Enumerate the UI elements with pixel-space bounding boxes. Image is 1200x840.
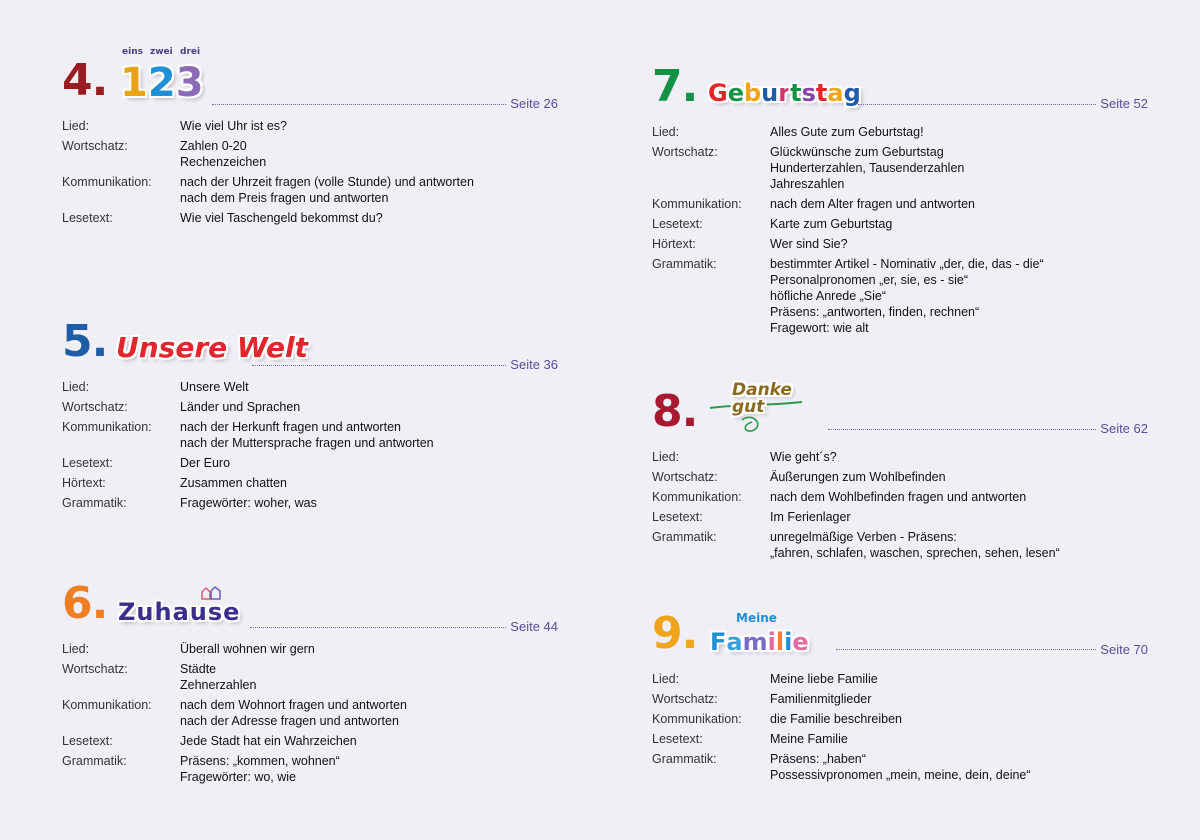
unit-number: 4. [62, 55, 108, 106]
row-value [180, 475, 558, 491]
unit-header [62, 316, 558, 372]
unit-header [62, 47, 558, 111]
value-line: Possessivpronomen „mein, meine, dein, deine“ [770, 768, 1031, 782]
value-line: Wie viel Taschengeld bekommst du? [180, 211, 383, 225]
row-label: Lied: [62, 119, 90, 133]
value-line: Städte [180, 662, 217, 676]
row-value [180, 210, 558, 226]
row-label: Lesetext: [652, 510, 703, 524]
unit-5 [62, 316, 558, 515]
page-reference[interactable]: Seite 44 [510, 619, 558, 634]
detail-row [62, 399, 558, 415]
value-line: unregelmäßige Verben - Präsens: [770, 530, 957, 544]
row-value [180, 753, 558, 785]
row-label: Grammatik: [62, 754, 127, 768]
unit-title-meine: Meine [736, 611, 777, 625]
unit-number: 7. [652, 61, 698, 112]
value-line: Zahlen 0-20 [180, 139, 247, 153]
detail-row [62, 475, 558, 491]
digit-3: 3 [175, 60, 204, 106]
row-label: Kommunikation: [652, 490, 742, 504]
value-line: höfliche Anrede „Sie“ [770, 289, 887, 303]
value-line: Fragewörter: wo, wie [180, 770, 297, 784]
row-value [770, 124, 1148, 140]
value-line: Äußerungen zum Wohlbefinden [770, 470, 946, 484]
detail-row [62, 174, 558, 206]
row-label: Kommunikation: [62, 420, 152, 434]
value-line: Wie geht´s? [770, 450, 837, 464]
value-line: Präsens: „kommen, wohnen“ [180, 754, 340, 768]
detail-row [652, 216, 1148, 232]
unit-9 [652, 606, 1148, 787]
detail-row [652, 196, 1148, 212]
row-label: Wortschatz: [652, 470, 718, 484]
value-line: Im Ferienlager [770, 510, 851, 524]
leader-dots [252, 365, 506, 366]
detail-row [62, 733, 558, 749]
unit-details [62, 641, 558, 785]
unit-title-text: Geburtstag [708, 79, 861, 107]
value-line: Jede Stadt hat ein Wahrzeichen [180, 734, 357, 748]
unit-7 [652, 55, 1148, 340]
row-label: Lesetext: [652, 217, 703, 231]
row-label: Hörtext: [652, 237, 696, 251]
detail-row [62, 379, 558, 395]
detail-row [652, 144, 1148, 192]
row-value [770, 751, 1148, 783]
value-line: Personalpronomen „er, sie, es - sie“ [770, 273, 969, 287]
row-label: Lesetext: [652, 732, 703, 746]
row-label: Wortschatz: [652, 692, 718, 706]
row-value [770, 671, 1148, 687]
row-value [180, 697, 558, 729]
title-sub-drei: drei [180, 47, 201, 57]
leader-dots [212, 104, 506, 105]
title-reference-hidden [652, 606, 653, 607]
value-line: Karte zum Geburtstag [770, 217, 893, 231]
row-value [770, 144, 1148, 192]
unit-title-zuhause [118, 600, 240, 624]
unit-title-geburtstag [708, 81, 861, 105]
value-line: Unsere Welt [180, 380, 249, 394]
row-value [180, 495, 558, 511]
unit-title-danke-gut [732, 382, 812, 436]
value-line: Zusammen chatten [180, 476, 287, 490]
row-value [770, 731, 1148, 747]
detail-row [652, 509, 1148, 525]
unit-4 [62, 47, 558, 230]
unit-8 [652, 380, 1148, 565]
detail-row [652, 236, 1148, 252]
value-line: nach dem Preis fragen und antworten [180, 191, 389, 205]
detail-row [652, 124, 1148, 140]
row-value [180, 379, 558, 395]
value-line: Fragewörter: woher, was [180, 496, 317, 510]
value-line: Wie viel Uhr ist es? [180, 119, 287, 133]
value-line: Präsens: „haben“ [770, 752, 866, 766]
unit-title-text: Zuhause [118, 598, 241, 626]
row-label: Lied: [62, 642, 90, 656]
unit-number: 9. [652, 608, 698, 659]
leader-dots [250, 627, 506, 628]
row-value [770, 449, 1148, 465]
row-value [770, 236, 1148, 252]
row-value [770, 691, 1148, 707]
unit-details [62, 379, 558, 511]
row-label: Wortschatz: [62, 400, 128, 414]
row-value [770, 509, 1148, 525]
row-value [180, 419, 558, 451]
value-line: nach dem Wohnort fragen und antworten [180, 698, 407, 712]
row-value [180, 661, 558, 693]
row-value [180, 118, 558, 134]
page-reference[interactable]: Seite 26 [510, 96, 558, 111]
row-value [770, 196, 1148, 212]
title-sub-zwei: zwei [150, 47, 173, 57]
value-line: Wer sind Sie? [770, 237, 848, 251]
row-label: Lied: [652, 672, 680, 686]
value-line: Überall wohnen wir gern [180, 642, 315, 656]
row-label: Hörtext: [62, 476, 106, 490]
leader-dots [828, 429, 1096, 430]
row-label: Wortschatz: [62, 139, 128, 153]
detail-row [652, 469, 1148, 485]
detail-row [652, 671, 1148, 687]
detail-row [62, 697, 558, 729]
row-value [180, 174, 558, 206]
row-label: Lesetext: [62, 456, 113, 470]
detail-row [62, 455, 558, 471]
unit-title-text: Danke gut [732, 380, 792, 417]
row-label: Lied: [62, 380, 90, 394]
value-line: Alles Gute zum Geburtstag! [770, 125, 924, 139]
row-label: Wortschatz: [652, 145, 718, 159]
row-label: Grammatik: [62, 496, 127, 510]
unit-details [652, 671, 1148, 783]
row-value [180, 641, 558, 657]
unit-title-text: Unsere Welt [116, 331, 308, 364]
value-line: Familienmitglieder [770, 692, 872, 706]
unit-header [652, 55, 1148, 111]
detail-row [652, 489, 1148, 505]
value-line: nach der Herkunft fragen und antworten [180, 420, 401, 434]
detail-row [652, 731, 1148, 747]
row-label: Grammatik: [652, 530, 717, 544]
detail-row [62, 138, 558, 170]
value-line: Rechenzeichen [180, 155, 267, 169]
row-label: Lied: [652, 450, 680, 464]
detail-row [62, 495, 558, 511]
value-line: Zehnerzahlen [180, 678, 257, 692]
value-line: Hunderterzahlen, Tausenderzahlen [770, 161, 965, 175]
value-line: nach dem Wohlbefinden fragen und antworten [770, 490, 1027, 504]
value-line: Jahreszahlen [770, 177, 845, 191]
value-line: nach der Uhrzeit fragen (volle Stunde) und antworten [180, 175, 474, 189]
value-line: nach dem Alter fragen und antworten [770, 197, 975, 211]
detail-row [62, 118, 558, 134]
unit-title-text: Familie [710, 628, 809, 656]
row-label: Kommunikation: [652, 197, 742, 211]
row-value [770, 216, 1148, 232]
page-reference[interactable]: Seite 62 [1100, 421, 1148, 436]
row-label: Wortschatz: [62, 662, 128, 676]
row-label: Grammatik: [652, 257, 717, 271]
value-line: Fragewort: wie alt [770, 321, 869, 335]
value-line: Glückwünsche zum Geburtstag [770, 145, 944, 159]
row-label: Lesetext: [62, 734, 113, 748]
detail-row [652, 711, 1148, 727]
row-label: Kommunikation: [652, 712, 742, 726]
unit-number: 8. [652, 386, 698, 437]
unit-6 [62, 578, 558, 789]
row-value [180, 399, 558, 415]
row-value [770, 711, 1148, 727]
value-line: Präsens: „antworten, finden, rechnen“ [770, 305, 980, 319]
unit-number: 6. [62, 578, 108, 629]
unit-title-unsere-welt [116, 331, 308, 364]
row-value [770, 469, 1148, 485]
value-line: „fahren, schlafen, waschen, sprechen, sehen, lesen“ [770, 546, 1060, 560]
row-label: Lesetext: [62, 211, 113, 225]
detail-row [62, 210, 558, 226]
digit-1: 1 [120, 60, 148, 106]
detail-row [652, 751, 1148, 783]
row-value [180, 455, 558, 471]
unit-number: 5. [62, 316, 108, 367]
leader-dots [836, 649, 1096, 650]
row-value [180, 733, 558, 749]
detail-row [62, 661, 558, 693]
unit-header [62, 578, 558, 634]
houses-icon [200, 584, 222, 600]
unit-header [652, 380, 1148, 436]
page-reference[interactable]: Seite 52 [1100, 96, 1148, 111]
row-value [770, 529, 1148, 561]
detail-row [62, 419, 558, 451]
unit-header [652, 606, 1148, 658]
page-reference[interactable]: Seite 36 [510, 357, 558, 372]
digit-2: 2 [147, 60, 176, 106]
detail-row [652, 449, 1148, 465]
leader-dots [858, 104, 1096, 105]
row-value [770, 489, 1148, 505]
value-line: Länder und Sprachen [180, 400, 301, 414]
value-line: Meine Familie [770, 732, 848, 746]
detail-row [62, 641, 558, 657]
row-label: Kommunikation: [62, 175, 152, 189]
row-label: Kommunikation: [62, 698, 152, 712]
detail-row [652, 529, 1148, 561]
detail-row [652, 691, 1148, 707]
value-line: bestimmter Artikel - Nominativ „der, die, das - die“ [770, 257, 1044, 271]
value-line: nach der Adresse fragen und antworten [180, 714, 399, 728]
row-value [180, 138, 558, 170]
row-label: Lied: [652, 125, 680, 139]
row-value [770, 256, 1148, 336]
detail-row [62, 753, 558, 785]
unit-title-text [120, 47, 204, 106]
unit-details [62, 118, 558, 226]
row-label: Grammatik: [652, 752, 717, 766]
page-reference[interactable]: Seite 70 [1100, 642, 1148, 657]
unit-details [652, 124, 1148, 336]
value-line: Meine liebe Familie [770, 672, 878, 686]
unit-title-123 [120, 47, 204, 106]
unit-details [652, 449, 1148, 561]
detail-row [652, 256, 1148, 336]
title-reference-hidden [652, 55, 653, 56]
value-line: die Familie beschreiben [770, 712, 903, 726]
value-line: Der Euro [180, 456, 231, 470]
value-line: nach der Muttersprache fragen und antworten [180, 436, 434, 450]
title-sub-eins: eins [122, 47, 143, 57]
